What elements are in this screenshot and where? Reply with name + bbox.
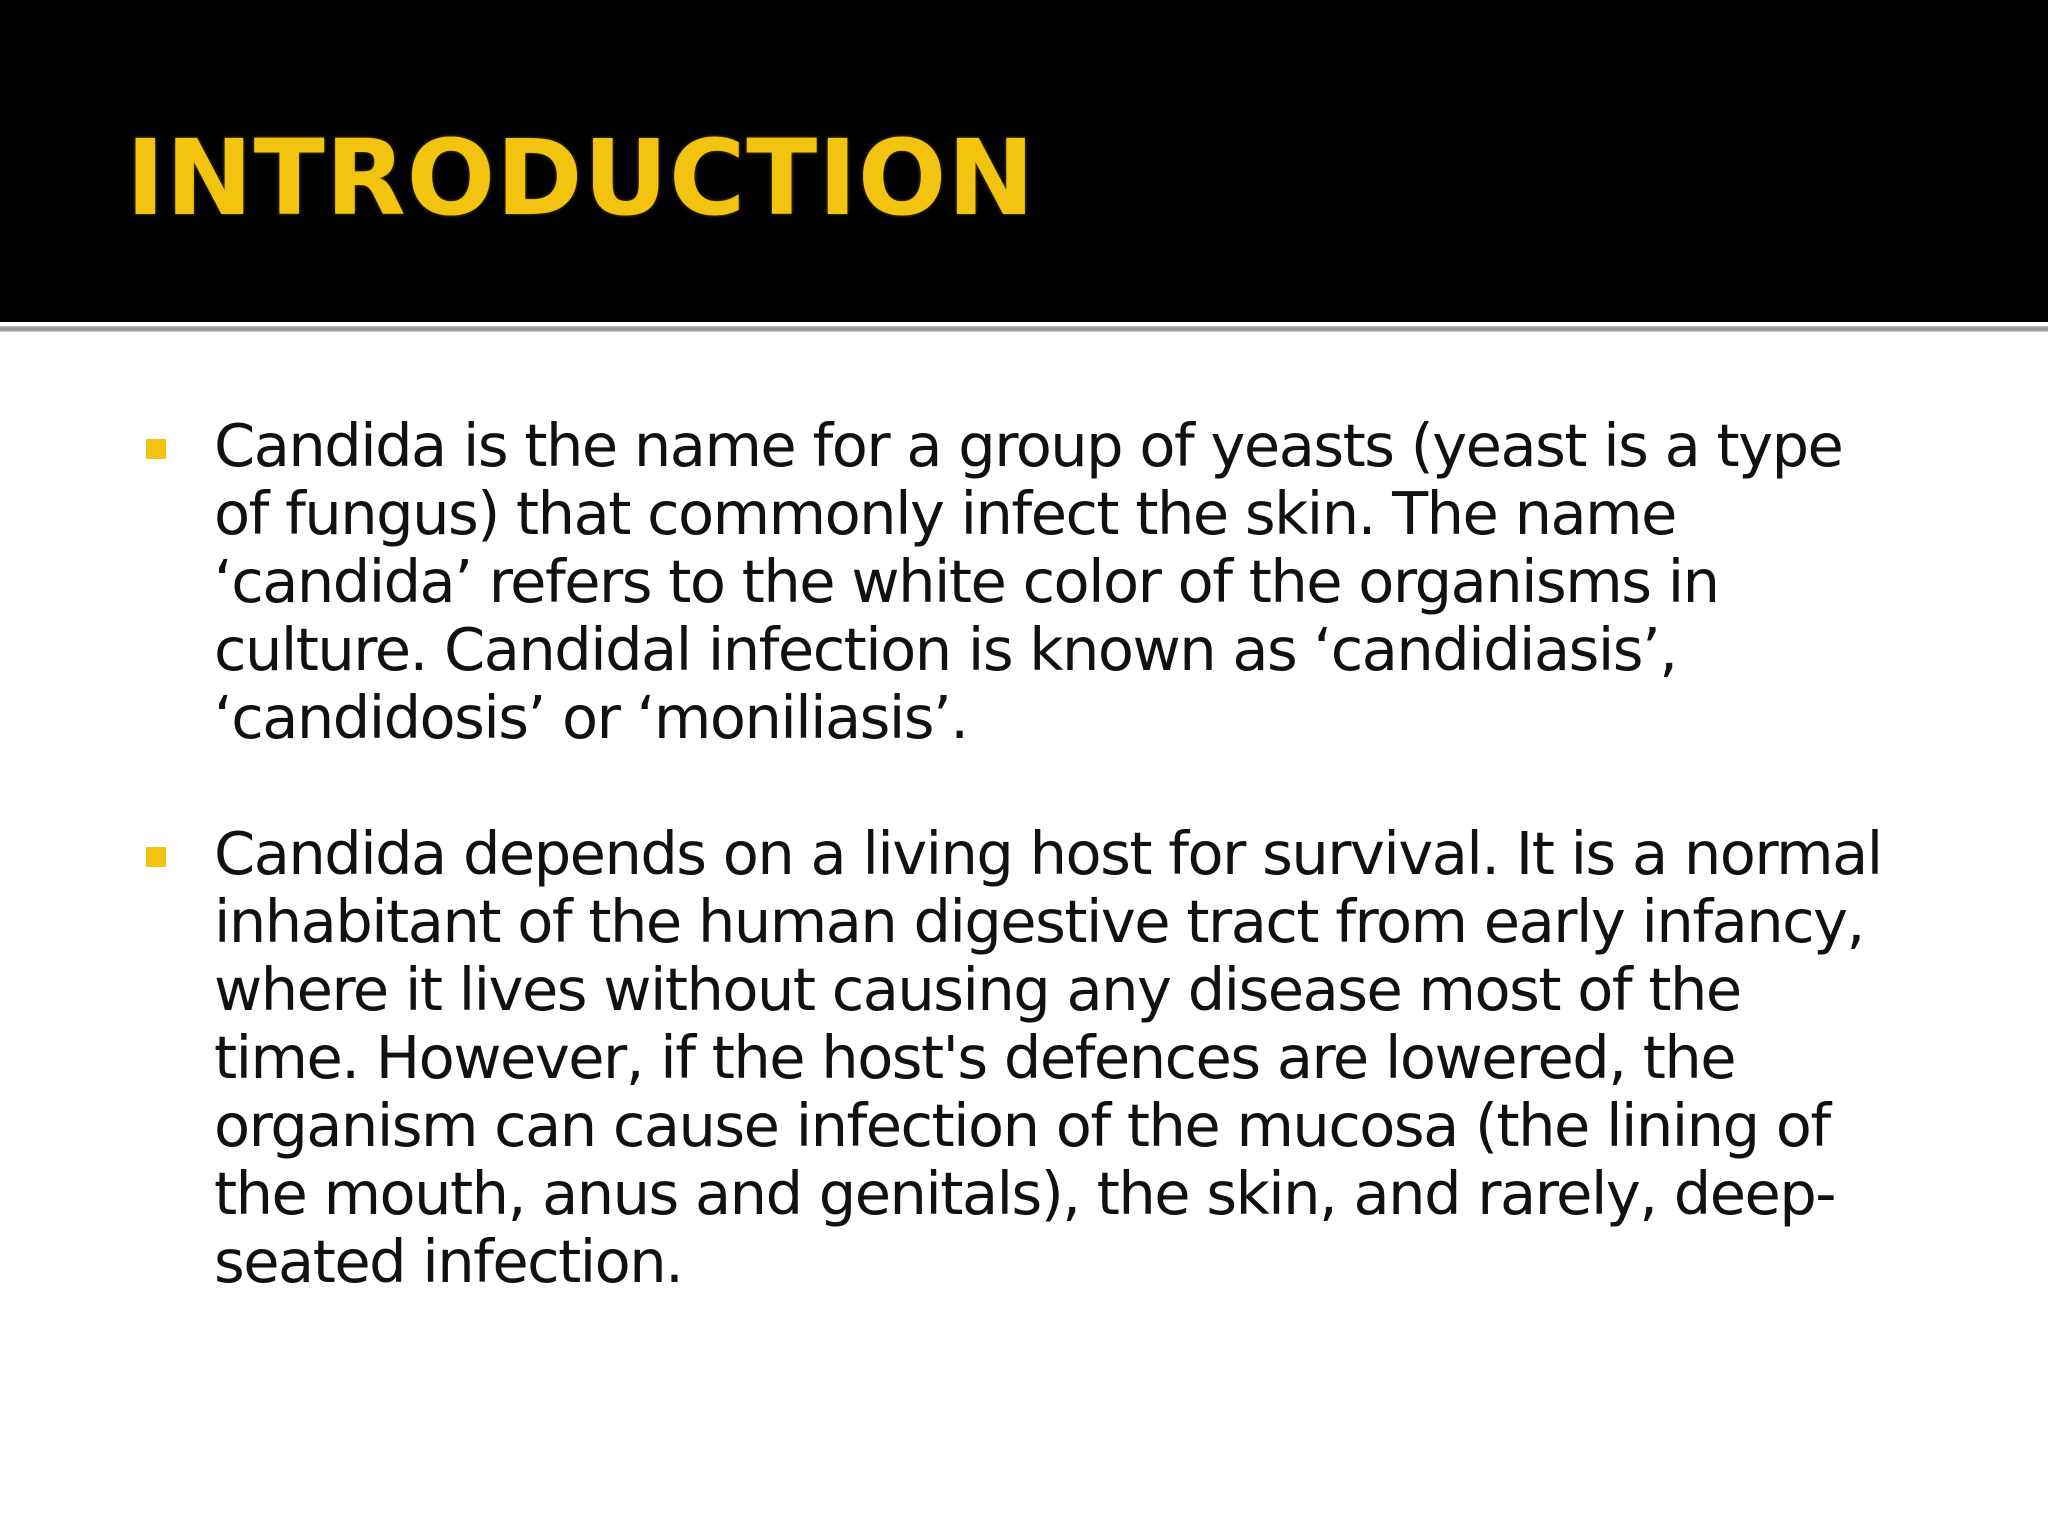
bullet-text-line: ‘candida’ refers to the white color of the organisms in: [214, 547, 1719, 616]
bullet-item: [142, 412, 1942, 752]
bullet-text-line: organism can cause infection of the mucosa (the lining of: [214, 1091, 1830, 1160]
bullet-list: [142, 412, 1942, 1296]
square-bullet-icon: [146, 439, 166, 459]
bullet-text-line: Candida depends on a living host for survival. It is a normal: [214, 819, 1882, 888]
bullet-text-line: time. However, if the host's defences are lowered, the: [214, 1023, 1736, 1092]
square-bullet-icon: [146, 847, 166, 867]
title-divider: [0, 326, 2048, 332]
bullet-text-line: Candida is the name for a group of yeasts (yeast is a type: [214, 411, 1843, 480]
bullet-text-line: of fungus) that commonly infect the skin. The name: [214, 479, 1676, 548]
bullet-text-line: inhabitant of the human digestive tract from early infancy,: [214, 887, 1864, 956]
bullet-text-line: where it lives without causing any disease most of the: [214, 955, 1741, 1024]
slide-title: INTRODUCTION: [126, 117, 1036, 239]
title-bar: [0, 0, 2048, 322]
bullet-text-line: ‘candidosis’ or ‘moniliasis’.: [214, 683, 968, 752]
bullet-text-line: culture. Candidal infection is known as ‘candidiasis’,: [214, 615, 1677, 684]
bullet-text-line: seated infection.: [214, 1227, 683, 1296]
bullet-text-line: the mouth, anus and genitals), the skin, and rarely, deep-: [214, 1159, 1836, 1228]
bullet-item: [142, 820, 1942, 1296]
